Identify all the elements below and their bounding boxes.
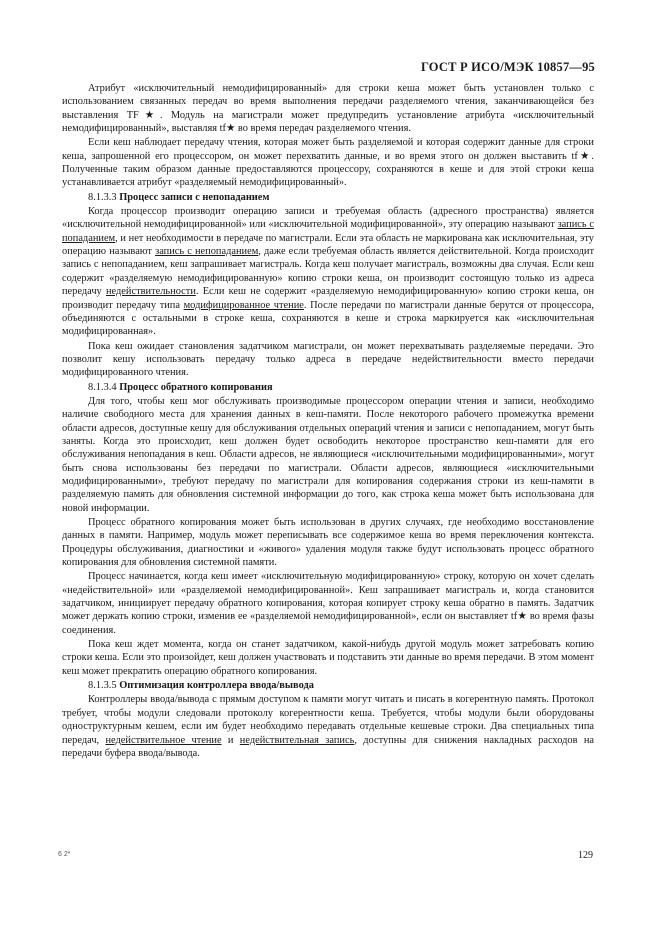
paragraph-io-controller: [62, 693, 594, 760]
footer-print-mark: 6 2*: [58, 851, 71, 858]
text-run: . Если кеш не содержит «разделяемую немодифицированную» копию строки кеша, он производит передачу типа: [62, 286, 594, 311]
section-number: 8.1.3.5: [88, 680, 117, 692]
text-run: и: [221, 734, 240, 746]
section-heading-8133: [62, 191, 594, 204]
paragraph-copyback-2: Процесс обратного копирования может быть использован в других случаях, где необходимо восстановление данных в памяти. Например, модуль может переписывать все содержимое кеша во время переключения контекста. Процедуры обслуживания, диагностики и «живого» удаления модуля также будут использовать процесс обратного копирования для обновления системной памяти.: [62, 517, 594, 569]
paragraph-copyback-4: Пока кеш ждет момента, когда он станет задатчиком, какой-нибудь другой модуль может затребовать копию строки кеша. Если это произойдет, кеш должен участвовать и подставить эти данные во время передачи. В этом момент кеш может прекратить операцию обратного копирования.: [62, 639, 594, 677]
section-heading-8135: [62, 679, 594, 692]
underlined-term: запись с попаданием: [62, 219, 594, 244]
paragraph-exclusive-unmodified: Атрибут «исключительный немодифицированный» для строки кеша может быть установлен только с использованием связанных передач во время выполнения передачи разделяемого чтения, заканчивающейся без выставления TF★. Модуль на магистрали может предупредить установление атрибута «исключительный немодифицированный», выставляя tf★ во время передач разделяемого чтения.: [62, 83, 594, 135]
paragraph-write-miss-snoop: Пока кеш ожидает становления задатчиком магистрали, он может перехватывать разделяемые передачи. Это позволит кешу использовать передачу только адреса в передаче недействительности вместо передачи модифицированного чтения.: [62, 340, 594, 379]
paragraph-copyback-1: Для того, чтобы кеш мог обслуживать производимые процессором операции чтения и записи, необходимо наличие свободного места для хранения данных в кеш-памяти. После некоторого рабочего промежутка времени области адресов, доступные кешу для обслуживания отдельных операций чтения и записи с непопаданием, могут быть заняты. Когда это происходит, кеш должен будет освободить некоторое пространство кеш-памяти для его обслуживания непопадания в кеш. Области адресов, не являющиеся «исключительными модифицированными», могут быть снова использованы без передачи по магистрали. Области адресов, являющиеся «исключительными модифицированными», требуют передачу по магистрали для копирования содержания строки из кеш-памяти в разделяемую память для обновления системной информации до того, как строка кеша может быть использована для новой информации.: [62, 395, 594, 514]
paragraph-cache-snoop: Если кеш наблюдает передачу чтения, которая может быть разделяемой и которая содержит данные для строки кеша, запрошенной его процессором, он может перехватить данные, и во время этого он должен выставить tf★. Полученные таким образом данные предоставляются процессору, сохраняются в кеше и для этой строки кеша устанавливается атрибут «разделяемый немодифицированный».: [62, 137, 594, 189]
underlined-term: недействительное чтение: [105, 734, 222, 746]
document-body: [62, 82, 594, 760]
section-title: Процесс записи с непопаданием: [119, 191, 270, 203]
section-number: 8.1.3.4: [88, 381, 117, 393]
text-run: , доступны для снижения накладных расходов на передачи буфера ввода/вывода.: [62, 734, 594, 759]
text-run: , и нет необходимости в передаче по магистрали. Если эта область не маркирована как исключительная, эту операцию называют: [62, 232, 594, 258]
page-header-title: ГОСТ Р ИСО/МЭК 10857—95: [420, 60, 595, 74]
paragraph-write-miss: [62, 205, 594, 338]
paragraph-copyback-3: Процесс начинается, когда кеш имеет «исключительную модифицированную» строку, которую он хочет сделать «недействительной» или «разделяемой немодифицированной». Кеш запрашивает магистраль и, когда становится задатчиком, инициирует передачу обратного копирования, которая копирует строку кеша обратно в память. Задатчик может держать копию строки, изменив ее «разделяемой немодифицированной», если он выставляет tf★ во время фазы соединения.: [62, 571, 594, 636]
text-run: Когда процессор производит операцию записи и требуемая область (адресного пространства) является «исключительной немодифицированной» или «исключительной модифицированной», эту операцию называют: [62, 206, 594, 231]
section-title: Процесс обратного копирования: [119, 381, 273, 393]
underlined-term: недействительная запись: [239, 734, 355, 746]
section-heading-8134: [62, 381, 594, 394]
underlined-term: модифицированное чтение: [183, 299, 304, 311]
underlined-term: запись с непопаданием: [155, 246, 259, 258]
text-run: . После передачи по магистрали данные берутся от процессора, объединяются с остальными в строке кеша, сохраняются в кеше и строка маркируется как «исключительная модифицированная».: [62, 299, 594, 338]
section-number: 8.1.3.3: [88, 191, 117, 203]
underlined-term: недействительности: [105, 286, 196, 298]
page-number: 129: [578, 850, 593, 861]
text-run: , даже если требуемая область является действительной. Когда происходит запись с непопаданием, кеш запрашивает магистраль. Когда кеш получает магистраль, возможны два случая. Если кеш содержит «разделяемую немодифицированную» копию строки кеша, он производит состоящую только из адреса передачу: [62, 246, 594, 298]
text-run: Контроллеры ввода/вывода с прямым доступом к памяти могут читать и писать в когерентную память. Протокол требует, чтобы модули следовали протоколу когерентности кеша. Требуется, чтобы модули были оборудованы одноструктурным кешем, если им будет необходимо передавать отдельные кешевые строки. Два специальных типа передач,: [62, 694, 594, 746]
section-title: Оптимизация контроллера ввода/вывода: [119, 680, 314, 692]
